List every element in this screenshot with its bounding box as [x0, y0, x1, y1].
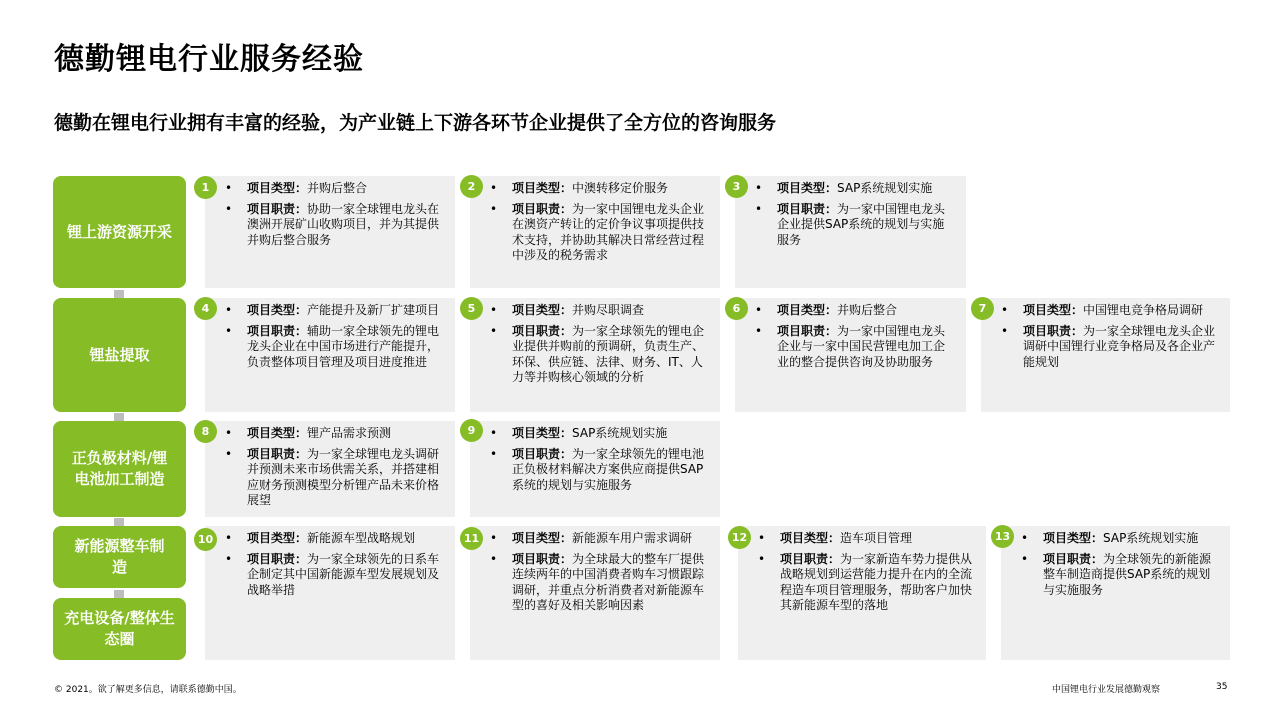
duty-label: 项目职责： — [1043, 551, 1104, 566]
duty-label: 项目职责： — [780, 551, 841, 566]
type-label: 项目类型： — [247, 426, 308, 440]
duty-label: 项目职责： — [1023, 323, 1084, 338]
project-card-7 — [981, 298, 1230, 412]
duty-value: 为全球领先的新能源整车制造商提供SAP系统的规划与实施服务 — [1043, 551, 1212, 597]
project-number-badge: 4 — [194, 297, 217, 320]
duty-value: 为全球最大的整车厂提供连续两年的中国消费者购车习惯跟踪调研，并重点分析消费者对新能源车型的喜好及相关影响因素 — [512, 551, 705, 612]
project-duty — [490, 447, 710, 494]
project-duty — [225, 324, 445, 371]
project-card-1 — [205, 176, 455, 288]
stage-label: 锂盐提取 — [89, 345, 150, 364]
type-label: 项目类型： — [1023, 303, 1084, 317]
project-duty — [490, 202, 710, 264]
project-card-2 — [470, 176, 720, 288]
duty-label: 项目职责： — [777, 201, 838, 216]
project-number-badge: 3 — [725, 175, 748, 198]
duty-value: 为一家全球领先的锂电企业提供并购前的预调研，负责生产、环保、供应链、法律、财务、IT、人力等并购核心领域的分析 — [512, 323, 705, 384]
project-duty — [225, 447, 445, 509]
duty-label: 项目职责： — [512, 446, 573, 461]
type-value: 中澳转移定价服务 — [572, 181, 669, 195]
project-type — [758, 531, 976, 547]
project-card-6 — [735, 298, 966, 412]
duty-value: 为一家中国锂电龙头企业与一家中国民营锂电加工企业的整合提供咨询及协助服务 — [777, 323, 946, 369]
duty-label: 项目职责： — [247, 201, 308, 216]
duty-value: 为一家全球领先的锂电池正负极材料解决方案供应商提供SAP系统的规划与实施服务 — [512, 446, 705, 492]
duty-value: 辅助一家全球领先的锂电龙头企业在中国市场进行产能提升，负责整体项目管理及项目进度推进 — [247, 323, 440, 369]
project-number-badge: 1 — [194, 176, 217, 199]
project-type — [225, 303, 445, 319]
stage-label: 锂上游资源开采 — [66, 222, 172, 241]
project-number-badge: 5 — [460, 297, 483, 320]
type-value: 锂产品需求预测 — [307, 426, 392, 440]
project-duty — [490, 324, 710, 386]
project-number-badge: 13 — [991, 525, 1014, 548]
type-value: 新能源车型战略规划 — [307, 531, 416, 545]
project-number-badge: 11 — [460, 527, 483, 550]
duty-value: 为一家全球领先的日系车企制定其中国新能源车型发展规划及战略举措 — [247, 551, 440, 597]
type-value: 并购后整合 — [307, 181, 368, 195]
project-type — [755, 303, 956, 319]
project-number-badge: 8 — [194, 420, 217, 443]
type-value: SAP系统规划实施 — [572, 426, 668, 440]
type-label: 项目类型： — [512, 531, 573, 545]
project-card-4 — [205, 298, 455, 412]
duty-value: 为一家中国锂电龙头企业提供SAP系统的规划与实施服务 — [777, 201, 946, 247]
project-type — [490, 426, 710, 442]
project-number-badge: 10 — [194, 528, 217, 551]
duty-value: 为一家全球锂电龙头企业调研中国锂行业竞争格局及各企业产能规划 — [1023, 323, 1216, 369]
page-title: 德勤锂电行业服务经验 — [54, 42, 364, 77]
project-type — [490, 531, 710, 547]
project-number-badge: 7 — [971, 297, 994, 320]
stage-battery-manufacturing — [53, 421, 186, 517]
type-label: 项目类型： — [512, 181, 573, 195]
project-duty — [490, 552, 710, 614]
project-card-9 — [470, 421, 720, 517]
project-duty — [755, 202, 956, 249]
project-card-12 — [738, 526, 986, 660]
type-label: 项目类型： — [247, 303, 308, 317]
project-card-3 — [735, 176, 966, 288]
project-type — [225, 531, 445, 547]
project-duty — [225, 202, 445, 249]
project-card-11 — [470, 526, 720, 660]
type-value: 产能提升及新厂扩建项目 — [307, 303, 440, 317]
project-type — [490, 181, 710, 197]
type-value: SAP系统规划实施 — [1103, 531, 1199, 545]
type-value: 造车项目管理 — [840, 531, 913, 545]
stage-label: 正负极材料/锂电池加工制造 — [71, 449, 168, 488]
duty-label: 项目职责： — [512, 551, 573, 566]
stage-nev-manufacturing — [53, 526, 186, 588]
type-label: 项目类型： — [512, 426, 573, 440]
project-duty — [758, 552, 976, 614]
project-number-badge: 6 — [725, 297, 748, 320]
duty-label: 项目职责： — [777, 323, 838, 338]
type-label: 项目类型： — [777, 181, 838, 195]
type-value: 并购尽职调查 — [572, 303, 645, 317]
stage-upstream-mining — [53, 176, 186, 288]
type-label: 项目类型： — [512, 303, 573, 317]
type-value: SAP系统规划实施 — [837, 181, 933, 195]
duty-label: 项目职责： — [512, 201, 573, 216]
project-number-badge: 2 — [460, 175, 483, 198]
report-title: 中国锂电行业发展德勤观察 — [1052, 685, 1161, 695]
stage-label: 新能源整车制造 — [74, 537, 165, 576]
copyright-note: © 2021。欲了解更多信息，请联系德勤中国。 — [54, 685, 242, 695]
page-subtitle: 德勤在锂电行业拥有丰富的经验，为产业链上下游各环节企业提供了全方位的咨询服务 — [54, 112, 777, 134]
duty-label: 项目职责： — [247, 446, 308, 461]
duty-label: 项目职责： — [247, 323, 308, 338]
type-label: 项目类型： — [777, 303, 838, 317]
project-card-10 — [205, 526, 455, 660]
duty-value: 为一家新造车势力提供从战略规划到运营能力提升在内的全流程造车项目管理服务，帮助客户加快其新能源车型的落地 — [780, 551, 973, 612]
type-label: 项目类型： — [1043, 531, 1104, 545]
project-card-8 — [205, 421, 455, 517]
duty-label: 项目职责： — [512, 323, 573, 338]
type-value: 并购后整合 — [837, 303, 898, 317]
project-duty — [1001, 324, 1220, 371]
duty-value: 为一家全球锂电龙头调研并预测未来市场供需关系，并搭建相应财务预测模型分析锂产品未来价格展望 — [247, 446, 440, 507]
project-type — [225, 181, 445, 197]
type-value: 新能源车用户需求调研 — [572, 531, 693, 545]
project-number-badge: 12 — [728, 526, 751, 549]
project-duty — [225, 552, 445, 599]
stage-label: 充电设备/整体生态圈 — [64, 609, 175, 648]
type-label: 项目类型： — [247, 181, 308, 195]
duty-label: 项目职责： — [247, 551, 308, 566]
type-label: 项目类型： — [247, 531, 308, 545]
project-type — [225, 426, 445, 442]
project-type — [1001, 303, 1220, 319]
project-number-badge: 9 — [460, 419, 483, 442]
project-duty — [1021, 552, 1220, 599]
project-card-13 — [1001, 526, 1230, 660]
project-duty — [755, 324, 956, 371]
project-type — [755, 181, 956, 197]
project-type — [1021, 531, 1220, 547]
stage-charging-ecosystem — [53, 598, 186, 660]
type-value: 中国锂电竞争格局调研 — [1083, 303, 1204, 317]
page-number: 35 — [1216, 682, 1228, 692]
project-type — [490, 303, 710, 319]
duty-value: 为一家中国锂电龙头企业在澳资产转让的定价争议事项提供技术支持，并协助其解决日常经营过程中涉及的税务需求 — [512, 201, 705, 262]
type-label: 项目类型： — [780, 531, 841, 545]
stage-lithium-salt — [53, 298, 186, 412]
project-card-5 — [470, 298, 720, 412]
duty-value: 协助一家全球锂电龙头在澳洲开展矿山收购项目，并为其提供并购后整合服务 — [247, 201, 440, 247]
